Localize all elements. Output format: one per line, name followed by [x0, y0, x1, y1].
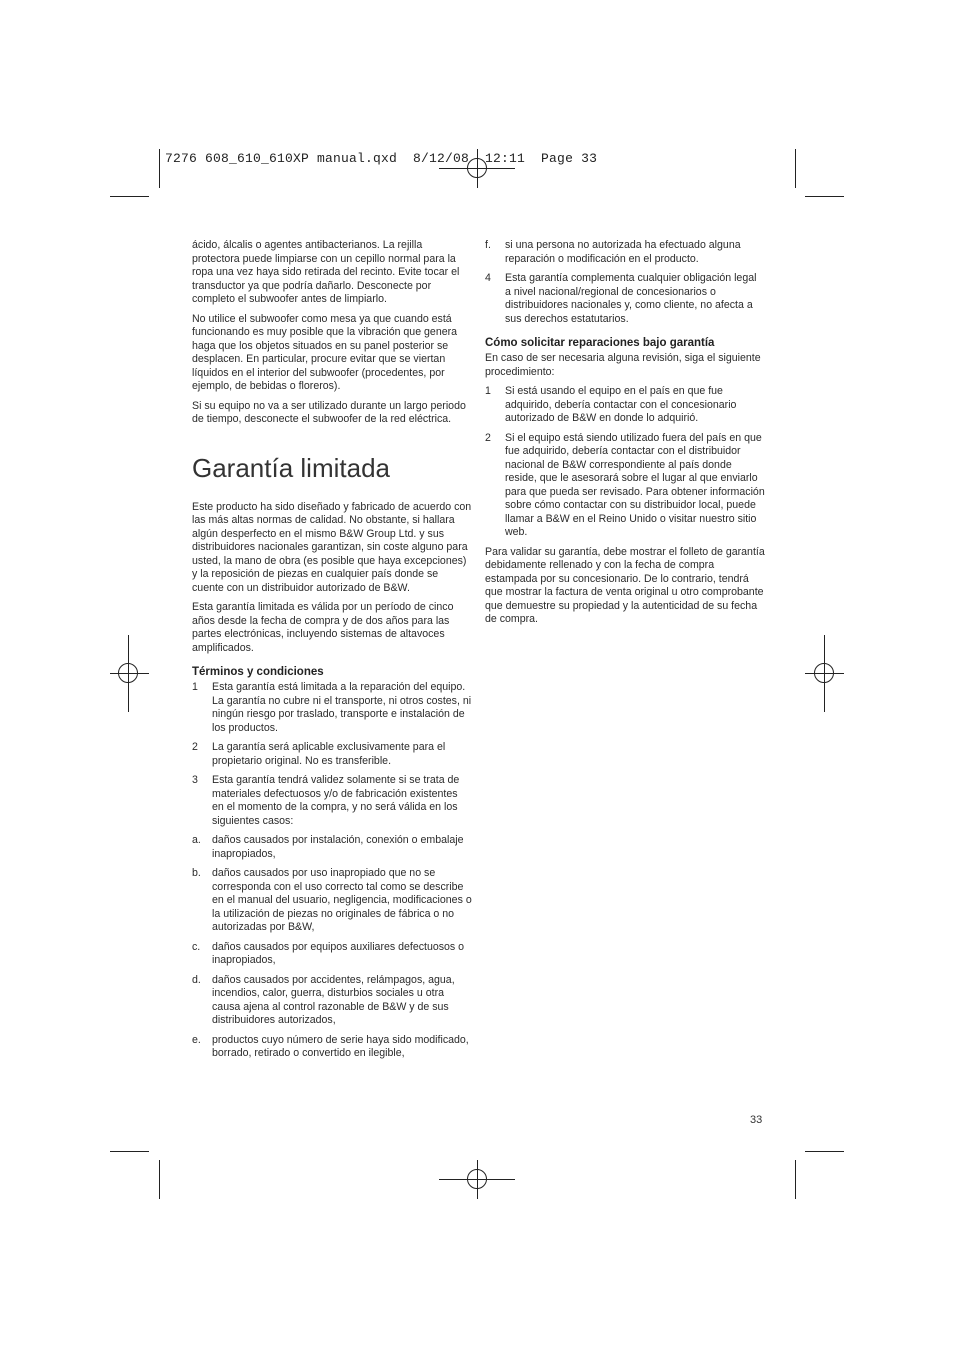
- left-column: [192, 239, 472, 1067]
- warranty-paragraph: Este producto ha sido diseñado y fabricado de acuerdo con las más altas normas de calidad. No obstante, si hallara algún desperfecto en el mismo B&W Group Ltd. y sus distribuidores nacionales garantizan, sin coste alguno para usted, la mano de obra (es posible que haya excepciones) y la reposición de piezas en cualquier país donde se cuente con un distribuidor autorizado de B&W.: [192, 500, 472, 594]
- item-number: f.: [485, 239, 491, 251]
- item-number: 2: [192, 741, 198, 753]
- item-number: d.: [192, 973, 201, 986]
- item-text: daños causados por instalación, conexión o embalaje inapropiados,: [212, 834, 464, 860]
- terms-item: [192, 834, 472, 861]
- section-title: Garantía limitada: [192, 452, 390, 483]
- terms-item: [192, 741, 472, 768]
- repair-intro: En caso de ser necesaria alguna revisión, siga el siguiente procedimiento:: [485, 352, 761, 378]
- item-text: Si el equipo está siendo utilizado fuera del país en que fue adquirido, debería contactar con el distribuidor nacional de B&W correspondiente al país donde reside, que le asesorará sobre el lugar al que enviarlo para que pueda ser revisado. Para obtener información sobre cómo contactar con su distribuidor local, puede llamar a B&W en el Reino Unido o visitar nuestro sitio web.: [505, 431, 765, 538]
- item-text: daños causados por equipos auxiliares defectuosos o inapropiados,: [212, 940, 465, 966]
- terms-item: [192, 974, 472, 1028]
- warranty-paragraph: Esta garantía limitada es válida por un período de cinco años desde la fecha de compra y de dos años para las partes electrónicas, incluyendo sistemas de altavoces amplificados.: [192, 601, 454, 654]
- closing-paragraph: Para validar su garantía, debe mostrar el folleto de garantía debidamente rellenado y con la fecha de compra estampada por su concesionario. De lo contrario, tendrá que mostrar la factura de venta original u otro comprobante que demuestre su propiedad y la autenticidad de su fecha de compra.: [485, 545, 765, 625]
- item-number: a.: [192, 834, 201, 846]
- terms-item: [485, 239, 765, 266]
- intro-paragraph: ácido, álcalis o agentes antibacterianos. La rejilla protectora puede limpiarse con un cepillo normal para la ropa una vez haya sido retirada del recinto. Evite tocar el transductor ya que podría dañarlo. Desconecte por completo el subwoofer antes de limpiarlo.: [192, 239, 460, 305]
- repair-heading: Cómo solicitar reparaciones bajo garantía: [485, 337, 715, 349]
- item-number: 2: [485, 431, 491, 444]
- terms-item: [192, 774, 472, 828]
- item-text: daños causados por accidentes, relámpagos, agua, incendios, calor, guerra, disturbios sociales u otra causa ajena al control razonable de B&W y de sus distribuidores autorizados,: [212, 973, 455, 1026]
- item-text: Esta garantía complementa cualquier obligación legal a nivel nacional/regional de concesionarios o distribuidores nacionales y, como cliente, no afecta a sus derechos estatutarios.: [505, 272, 757, 325]
- item-text: Si está usando el equipo en el país en que fue adquirido, debería contactar con el concesionario autorizado de B&W en donde lo adquirió.: [505, 385, 737, 424]
- item-text: si una persona no autorizada ha efectuado alguna reparación o modificación en el producto.: [505, 239, 741, 265]
- item-number: e.: [192, 1033, 201, 1046]
- terms-item: [485, 272, 765, 326]
- item-text: La garantía será aplicable exclusivamente para el propietario original. No es transferible.: [212, 741, 446, 767]
- item-text: Esta garantía está limitada a la reparación del equipo. La garantía no cubre ni el transporte, ni otros costes, ni ningún riesgo por traslado, transporte e instalación de los productos.: [212, 681, 472, 734]
- intro-paragraph: Si su equipo no va a ser utilizado durante un largo periodo de tiempo, desconecte el subwoofer de la red eléctrica.: [192, 399, 466, 425]
- terms-item: [192, 941, 472, 968]
- item-number: 3: [192, 774, 198, 786]
- item-number: 1: [485, 385, 491, 397]
- item-text: Esta garantía tendrá validez solamente si se trata de materiales defectuosos y/o de fabricación existentes en el momento de la compra, y no será válida en los siguientes casos:: [212, 774, 460, 827]
- print-slug: 7276 608_610_610XP manual.qxd 8/12/08 12:11 Page 33: [165, 151, 598, 166]
- item-number: 4: [485, 272, 491, 284]
- item-text: daños causados por uso inapropiado que no se corresponda con el uso correcto tal como se describe en el manual del usuario, negligencia, modificaciones o la utilización de piezas no originales de fábrica o no autorizadas por B&W,: [212, 867, 472, 933]
- terms-item: [192, 867, 472, 935]
- item-number: b.: [192, 867, 201, 879]
- terms-item: [192, 1034, 472, 1061]
- terms-item: [192, 681, 472, 735]
- intro-paragraph: No utilice el subwoofer como mesa ya que cuando está funcionando es muy posible que la vibración que genera haga que los objetos situados en su panel posterior se desplacen. En particular, procure evitar que se viertan líquidos en el interior del subwoofer (procedentes, por ejemplo, de bebidas o floreros).: [192, 312, 458, 392]
- right-column: [485, 239, 765, 633]
- repair-step: [485, 432, 765, 540]
- repair-step: [485, 385, 765, 426]
- item-number: c.: [192, 940, 201, 953]
- item-text: productos cuyo número de serie haya sido modificado, borrado, retirado o convertido en ilegible,: [212, 1033, 469, 1059]
- page-number: 33: [750, 1114, 763, 1126]
- item-number: 1: [192, 681, 198, 693]
- terms-heading: Términos y condiciones: [192, 666, 324, 678]
